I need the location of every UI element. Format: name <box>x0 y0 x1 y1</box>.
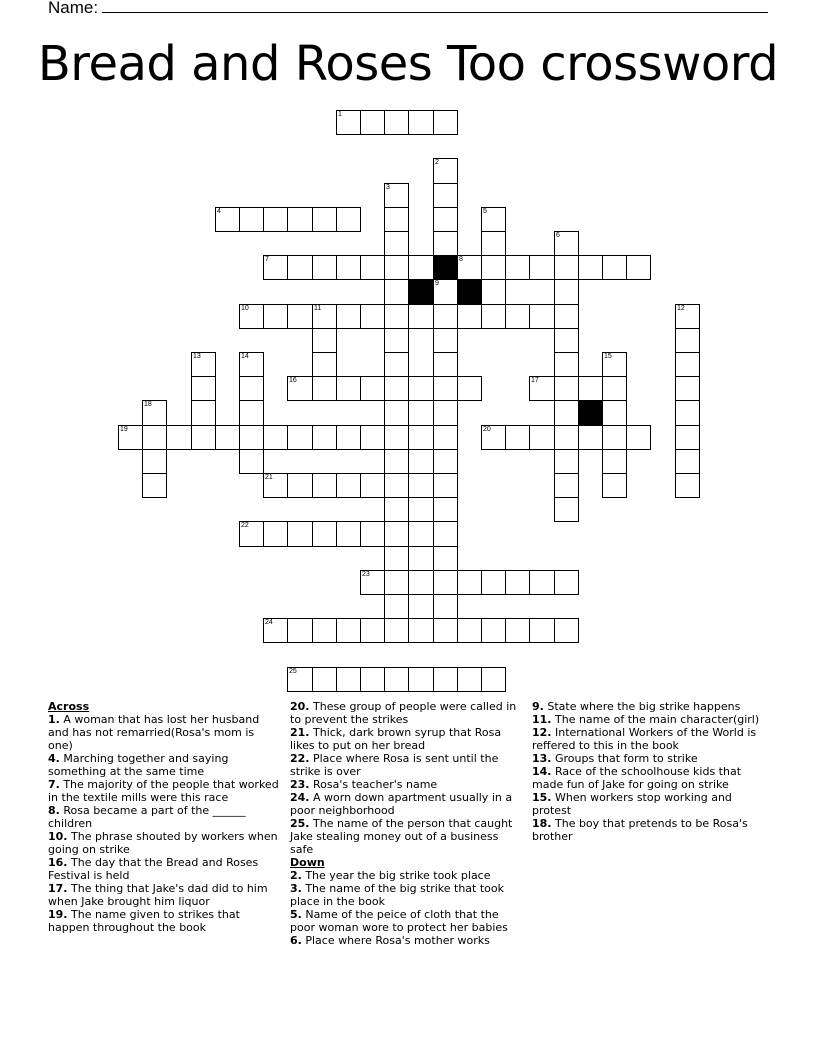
grid-cell[interactable] <box>433 207 458 232</box>
clue-number: 12 <box>677 305 685 312</box>
grid-cell[interactable] <box>505 425 530 450</box>
grid-cell[interactable] <box>191 352 216 377</box>
clue-item-number: 10. <box>48 830 68 843</box>
across-clue-list-cont <box>290 700 524 856</box>
grid-cell[interactable] <box>505 304 530 329</box>
grid-cell[interactable] <box>142 449 167 474</box>
clue-number: 16 <box>289 377 297 384</box>
clue-number: 10 <box>241 305 249 312</box>
clue-item <box>48 830 282 856</box>
grid-cell[interactable] <box>263 304 288 329</box>
grid-cell[interactable] <box>408 570 434 595</box>
grid-cell[interactable] <box>336 425 361 450</box>
grid-cell[interactable] <box>384 352 409 377</box>
grid-cell[interactable] <box>433 497 458 522</box>
grid-cell[interactable] <box>384 304 409 329</box>
grid-cell[interactable] <box>312 255 337 280</box>
clue-item-number: 15. <box>532 791 552 804</box>
grid-cell[interactable] <box>336 473 361 498</box>
grid-cell[interactable] <box>457 376 482 401</box>
across-heading: Across <box>48 700 90 713</box>
grid-cell[interactable] <box>384 231 409 256</box>
clue-item-text: Thick, dark brown syrup that Rosa likes to put on her bread <box>290 726 502 752</box>
grid-cell[interactable] <box>408 110 434 135</box>
grid-cell[interactable] <box>554 570 579 595</box>
clue-item-number: 20. <box>290 700 310 713</box>
grid-cell[interactable] <box>360 667 385 692</box>
clue-item-text: A worn down apartment usually in a poor neighborhood <box>290 791 513 817</box>
grid-cell[interactable] <box>554 255 579 280</box>
grid-cell[interactable] <box>554 304 579 329</box>
clue-item <box>532 752 762 765</box>
grid-cell[interactable] <box>360 473 385 498</box>
clue-item <box>290 908 524 934</box>
grid-cell[interactable] <box>239 521 264 547</box>
page-title: Bread and Roses Too crossword <box>37 36 779 92</box>
clue-item-number: 23. <box>290 778 310 791</box>
clues-column-3 <box>532 700 762 843</box>
clue-number: 1 <box>338 111 342 118</box>
clue-number: 4 <box>217 208 221 215</box>
grid-cell[interactable] <box>384 279 409 305</box>
grid-cell[interactable] <box>554 279 579 305</box>
clue-item-number: 4. <box>48 752 60 765</box>
grid-cell[interactable] <box>529 618 555 643</box>
grid-cell[interactable] <box>529 570 555 595</box>
across-clue-list <box>48 713 282 934</box>
grid-cell[interactable] <box>336 304 361 329</box>
grid-cell[interactable] <box>408 304 434 329</box>
grid-cell[interactable] <box>384 618 409 643</box>
clue-number: 8 <box>459 256 463 263</box>
grid-cell[interactable] <box>408 376 434 401</box>
clue-number: 2 <box>435 159 439 166</box>
clue-item-text: Groups that form to strike <box>551 752 698 765</box>
clue-item <box>290 752 524 778</box>
clue-item-number: 13. <box>532 752 552 765</box>
grid-cell[interactable] <box>433 449 458 474</box>
clue-number: 21 <box>265 474 273 481</box>
clue-item <box>532 791 762 817</box>
grid-cell[interactable] <box>433 521 458 547</box>
clue-number: 17 <box>531 377 539 384</box>
grid-cell[interactable] <box>312 328 337 353</box>
clue-item-text: A woman that has lost her husband and has not remarried(Rosa's mom is one) <box>48 713 260 752</box>
grid-cell[interactable] <box>312 376 337 401</box>
grid-cell[interactable] <box>675 352 700 377</box>
clue-number: 20 <box>483 426 491 433</box>
clue-item-text: The year the big strike took place <box>301 869 491 882</box>
down-heading: Down <box>290 856 325 869</box>
grid-cell[interactable] <box>312 618 337 643</box>
grid-cell[interactable] <box>433 158 458 184</box>
clue-item-text: Place where Rosa's mother works <box>301 934 490 947</box>
grid-cell[interactable] <box>481 618 506 643</box>
grid-cell[interactable] <box>142 400 167 426</box>
grid-cell-blocked <box>433 255 458 280</box>
grid-cell[interactable] <box>384 449 409 474</box>
grid-cell[interactable] <box>384 497 409 522</box>
clue-item-text: These group of people were called in to prevent the strikes <box>290 700 517 726</box>
clue-item <box>48 778 282 804</box>
grid-cell[interactable] <box>336 255 361 280</box>
clue-item-number: 16. <box>48 856 68 869</box>
clue-item <box>290 869 524 882</box>
grid-cell[interactable] <box>287 207 313 232</box>
grid-cell[interactable] <box>433 618 458 643</box>
clue-item-text: Name of the peice of cloth that the poor woman wore to protect her babies <box>290 908 508 934</box>
grid-cell[interactable] <box>408 618 434 643</box>
grid-cell[interactable] <box>312 352 337 377</box>
grid-cell[interactable] <box>312 304 337 329</box>
grid-cell[interactable] <box>602 400 627 426</box>
clue-item <box>48 908 282 934</box>
clue-item-number: 1. <box>48 713 60 726</box>
grid-cell[interactable] <box>384 594 409 619</box>
grid-cell[interactable] <box>578 376 603 401</box>
clue-item <box>532 726 762 752</box>
grid-cell[interactable] <box>360 110 385 135</box>
grid-cell[interactable] <box>529 255 555 280</box>
grid-cell[interactable] <box>287 304 313 329</box>
grid-cell[interactable] <box>675 328 700 353</box>
clue-number: 18 <box>144 401 152 408</box>
grid-cell[interactable] <box>360 376 385 401</box>
grid-cell[interactable] <box>481 207 506 232</box>
grid-cell[interactable] <box>602 449 627 474</box>
grid-cell[interactable] <box>433 473 458 498</box>
grid-cell[interactable] <box>384 570 409 595</box>
grid-cell[interactable] <box>384 183 409 208</box>
clue-item-number: 21. <box>290 726 310 739</box>
clue-item-text: Race of the schoolhouse kids that made fun of Jake for going on strike <box>532 765 742 791</box>
clue-item-text: International Workers of the World is reffered to this in the book <box>532 726 757 752</box>
clue-number: 15 <box>604 353 612 360</box>
grid-cell[interactable] <box>481 255 506 280</box>
grid-cell[interactable] <box>384 207 409 232</box>
grid-cell[interactable] <box>433 304 458 329</box>
grid-cell[interactable] <box>529 376 555 401</box>
clue-item <box>290 817 524 856</box>
grid-cell[interactable] <box>602 255 627 280</box>
grid-cell[interactable] <box>360 425 385 450</box>
grid-cell[interactable] <box>408 425 434 450</box>
grid-cell[interactable] <box>360 521 385 547</box>
grid-cell[interactable] <box>287 255 313 280</box>
clue-item-number: 2. <box>290 869 302 882</box>
clue-item-text: Place where Rosa is sent until the strike is over <box>290 752 499 778</box>
grid-cell[interactable] <box>263 255 288 280</box>
grid-cell[interactable] <box>384 425 409 450</box>
clue-item-number: 14. <box>532 765 552 778</box>
grid-cell[interactable] <box>384 521 409 547</box>
grid-cell[interactable] <box>118 425 143 450</box>
down-clue-list <box>290 869 524 947</box>
clue-item-number: 18. <box>532 817 552 830</box>
grid-cell[interactable] <box>263 521 288 547</box>
grid-cell[interactable] <box>384 328 409 353</box>
clue-item-number: 19. <box>48 908 68 921</box>
clue-item <box>48 804 282 830</box>
clue-item-text: The boy that pretends to be Rosa's brother <box>532 817 748 843</box>
clue-number: 25 <box>289 668 297 675</box>
grid-cell[interactable] <box>433 279 458 305</box>
clue-item-text: When workers stop working and protest <box>532 791 732 817</box>
grid-cell[interactable] <box>360 570 385 595</box>
clue-item-text: State where the big strike happens <box>543 700 741 713</box>
clue-item <box>48 752 282 778</box>
grid-cell[interactable] <box>481 231 506 256</box>
clue-item-number: 7. <box>48 778 60 791</box>
grid-cell[interactable] <box>602 425 627 450</box>
clue-item <box>532 700 762 713</box>
grid-cell[interactable] <box>433 328 458 353</box>
grid-cell[interactable] <box>239 352 264 377</box>
grid-cell[interactable] <box>336 207 361 232</box>
grid-cell[interactable] <box>433 400 458 426</box>
grid-cell[interactable] <box>578 425 603 450</box>
grid-cell[interactable] <box>384 255 409 280</box>
grid-cell[interactable] <box>191 376 216 401</box>
clue-item <box>290 726 524 752</box>
grid-cell[interactable] <box>384 473 409 498</box>
clue-number: 13 <box>193 353 201 360</box>
grid-cell-blocked <box>578 400 603 426</box>
grid-cell[interactable] <box>215 207 240 232</box>
grid-cell[interactable] <box>554 497 579 522</box>
clue-item-text: Rosa's teacher's name <box>309 778 438 791</box>
grid-cell[interactable] <box>529 425 555 450</box>
clue-item-text: The majority of the people that worked in the textile mills were this race <box>48 778 279 804</box>
clues-column-2 <box>290 700 524 947</box>
clue-item <box>48 713 282 752</box>
clue-item-text: Rosa became a part of the ______ children <box>48 804 246 830</box>
clue-item-text: The name given to strikes that happen throughout the book <box>48 908 240 934</box>
grid-cell[interactable] <box>142 425 167 450</box>
grid-cell[interactable] <box>384 376 409 401</box>
grid-cell[interactable] <box>287 618 313 643</box>
grid-cell[interactable] <box>408 473 434 498</box>
clue-item <box>290 882 524 908</box>
grid-cell[interactable] <box>554 618 579 643</box>
grid-cell[interactable] <box>263 618 288 643</box>
clue-item <box>532 817 762 843</box>
grid-cell[interactable] <box>287 425 313 450</box>
grid-cell[interactable] <box>384 546 409 571</box>
grid-cell[interactable] <box>287 376 313 401</box>
grid-cell[interactable] <box>626 425 651 450</box>
grid-cell[interactable] <box>457 304 482 329</box>
clue-item <box>290 778 524 791</box>
grid-cell[interactable] <box>239 304 264 329</box>
grid-cell[interactable] <box>215 425 240 450</box>
grid-cell[interactable] <box>287 667 313 692</box>
clue-item <box>48 882 282 908</box>
clue-number: 11 <box>314 305 322 312</box>
grid-cell[interactable] <box>554 376 579 401</box>
grid-cell[interactable] <box>239 425 264 450</box>
clue-item-text: The day that the Bread and Roses Festival is held <box>48 856 259 882</box>
clue-number: 5 <box>483 208 487 215</box>
clue-number: 9 <box>435 280 439 287</box>
grid-cell[interactable] <box>408 521 434 547</box>
grid-cell[interactable] <box>433 570 458 595</box>
grid-cell[interactable] <box>675 473 700 498</box>
grid-cell-blocked <box>457 279 482 305</box>
clue-number: 14 <box>241 353 249 360</box>
grid-cell[interactable] <box>433 352 458 377</box>
clue-item <box>290 700 524 726</box>
clue-item-text: The name of the person that caught Jake stealing money out of a business safe <box>290 817 513 856</box>
grid-cell[interactable] <box>287 521 313 547</box>
clue-item-number: 6. <box>290 934 302 947</box>
clue-item <box>532 765 762 791</box>
grid-cell[interactable] <box>554 449 579 474</box>
name-label: Name: <box>48 0 99 17</box>
grid-cell[interactable] <box>287 473 313 498</box>
clue-item <box>290 934 524 947</box>
grid-cell[interactable] <box>263 425 288 450</box>
grid-cell[interactable] <box>481 425 506 450</box>
grid-cell[interactable] <box>408 255 434 280</box>
clue-number: 23 <box>362 571 370 578</box>
grid-cell[interactable] <box>312 425 337 450</box>
clue-item-text: Marching together and saying something at the same time <box>48 752 229 778</box>
grid-cell[interactable] <box>505 618 530 643</box>
grid-cell[interactable] <box>191 425 216 450</box>
grid-cell[interactable] <box>457 618 482 643</box>
grid-cell-blocked <box>408 279 434 305</box>
clue-item-number: 22. <box>290 752 310 765</box>
grid-cell[interactable] <box>481 304 506 329</box>
grid-cell[interactable] <box>505 255 530 280</box>
grid-cell[interactable] <box>384 110 409 135</box>
clue-item-text: The name of the main character(girl) <box>551 713 760 726</box>
clue-number: 24 <box>265 619 273 626</box>
grid-cell[interactable] <box>239 376 264 401</box>
grid-cell[interactable] <box>312 667 337 692</box>
grid-cell[interactable] <box>433 594 458 619</box>
grid-cell[interactable] <box>239 207 264 232</box>
clue-item-text: The thing that Jake's dad did to him when Jake brought him liquor <box>48 882 268 908</box>
grid-cell[interactable] <box>336 618 361 643</box>
grid-cell[interactable] <box>239 449 264 474</box>
clue-item <box>290 791 524 817</box>
grid-cell[interactable] <box>481 279 506 305</box>
clue-item-number: 8. <box>48 804 60 817</box>
grid-cell[interactable] <box>384 400 409 426</box>
clue-number: 22 <box>241 522 249 529</box>
grid-cell[interactable] <box>433 546 458 571</box>
clues-column-1 <box>48 700 282 934</box>
clue-item-number: 25. <box>290 817 310 830</box>
clue-item-text: The phrase shouted by workers when going on strike <box>48 830 278 856</box>
grid-cell[interactable] <box>239 400 264 426</box>
clue-item <box>48 856 282 882</box>
grid-cell[interactable] <box>578 255 603 280</box>
grid-cell[interactable] <box>191 400 216 426</box>
grid-cell[interactable] <box>312 473 337 498</box>
grid-cell[interactable] <box>433 183 458 208</box>
grid-cell[interactable] <box>675 425 700 450</box>
grid-cell[interactable] <box>675 449 700 474</box>
grid-cell[interactable] <box>408 667 434 692</box>
grid-cell[interactable] <box>554 231 579 256</box>
grid-cell[interactable] <box>481 570 506 595</box>
clue-item-number: 17. <box>48 882 68 895</box>
grid-cell[interactable] <box>384 667 409 692</box>
grid-cell[interactable] <box>529 304 555 329</box>
grid-cell[interactable] <box>433 667 458 692</box>
grid-cell[interactable] <box>360 304 385 329</box>
grid-cell[interactable] <box>505 570 530 595</box>
grid-cell[interactable] <box>312 521 337 547</box>
grid-cell[interactable] <box>602 376 627 401</box>
grid-cell[interactable] <box>602 473 627 498</box>
grid-cell[interactable] <box>166 425 192 450</box>
grid-cell[interactable] <box>263 207 288 232</box>
grid-cell[interactable] <box>433 110 458 135</box>
grid-cell[interactable] <box>360 618 385 643</box>
clue-item-number: 3. <box>290 882 302 895</box>
clue-item-text: The name of the big strike that took place in the book <box>290 882 504 908</box>
grid-cell[interactable] <box>554 473 579 498</box>
clue-number: 7 <box>265 256 269 263</box>
grid-cell[interactable] <box>554 425 579 450</box>
grid-cell[interactable] <box>336 521 361 547</box>
clue-item-number: 9. <box>532 700 544 713</box>
grid-cell[interactable] <box>142 473 167 498</box>
clue-number: 19 <box>120 426 128 433</box>
clue-item <box>532 713 762 726</box>
clue-item-number: 12. <box>532 726 552 739</box>
clue-item-number: 24. <box>290 791 310 804</box>
grid-cell[interactable] <box>457 255 482 280</box>
grid-cell[interactable] <box>675 400 700 426</box>
grid-cell[interactable] <box>336 376 361 401</box>
grid-cell[interactable] <box>626 255 651 280</box>
grid-cell[interactable] <box>336 110 361 135</box>
grid-cell[interactable] <box>457 570 482 595</box>
grid-cell[interactable] <box>433 425 458 450</box>
grid-cell[interactable] <box>263 473 288 498</box>
grid-cell[interactable] <box>554 400 579 426</box>
grid-cell[interactable] <box>433 231 458 256</box>
down-clue-list-cont <box>532 700 762 843</box>
grid-cell[interactable] <box>675 376 700 401</box>
grid-cell[interactable] <box>675 304 700 329</box>
grid-cell[interactable] <box>481 667 506 692</box>
clue-number: 3 <box>386 184 390 191</box>
grid-cell[interactable] <box>360 255 385 280</box>
clue-item-number: 11. <box>532 713 552 726</box>
grid-cell[interactable] <box>457 667 482 692</box>
grid-cell[interactable] <box>554 328 579 353</box>
clue-number: 6 <box>556 232 560 239</box>
grid-cell[interactable] <box>433 376 458 401</box>
grid-cell[interactable] <box>602 352 627 377</box>
grid-cell[interactable] <box>554 352 579 377</box>
grid-cell[interactable] <box>336 667 361 692</box>
clue-item-number: 5. <box>290 908 302 921</box>
grid-cell[interactable] <box>312 207 337 232</box>
